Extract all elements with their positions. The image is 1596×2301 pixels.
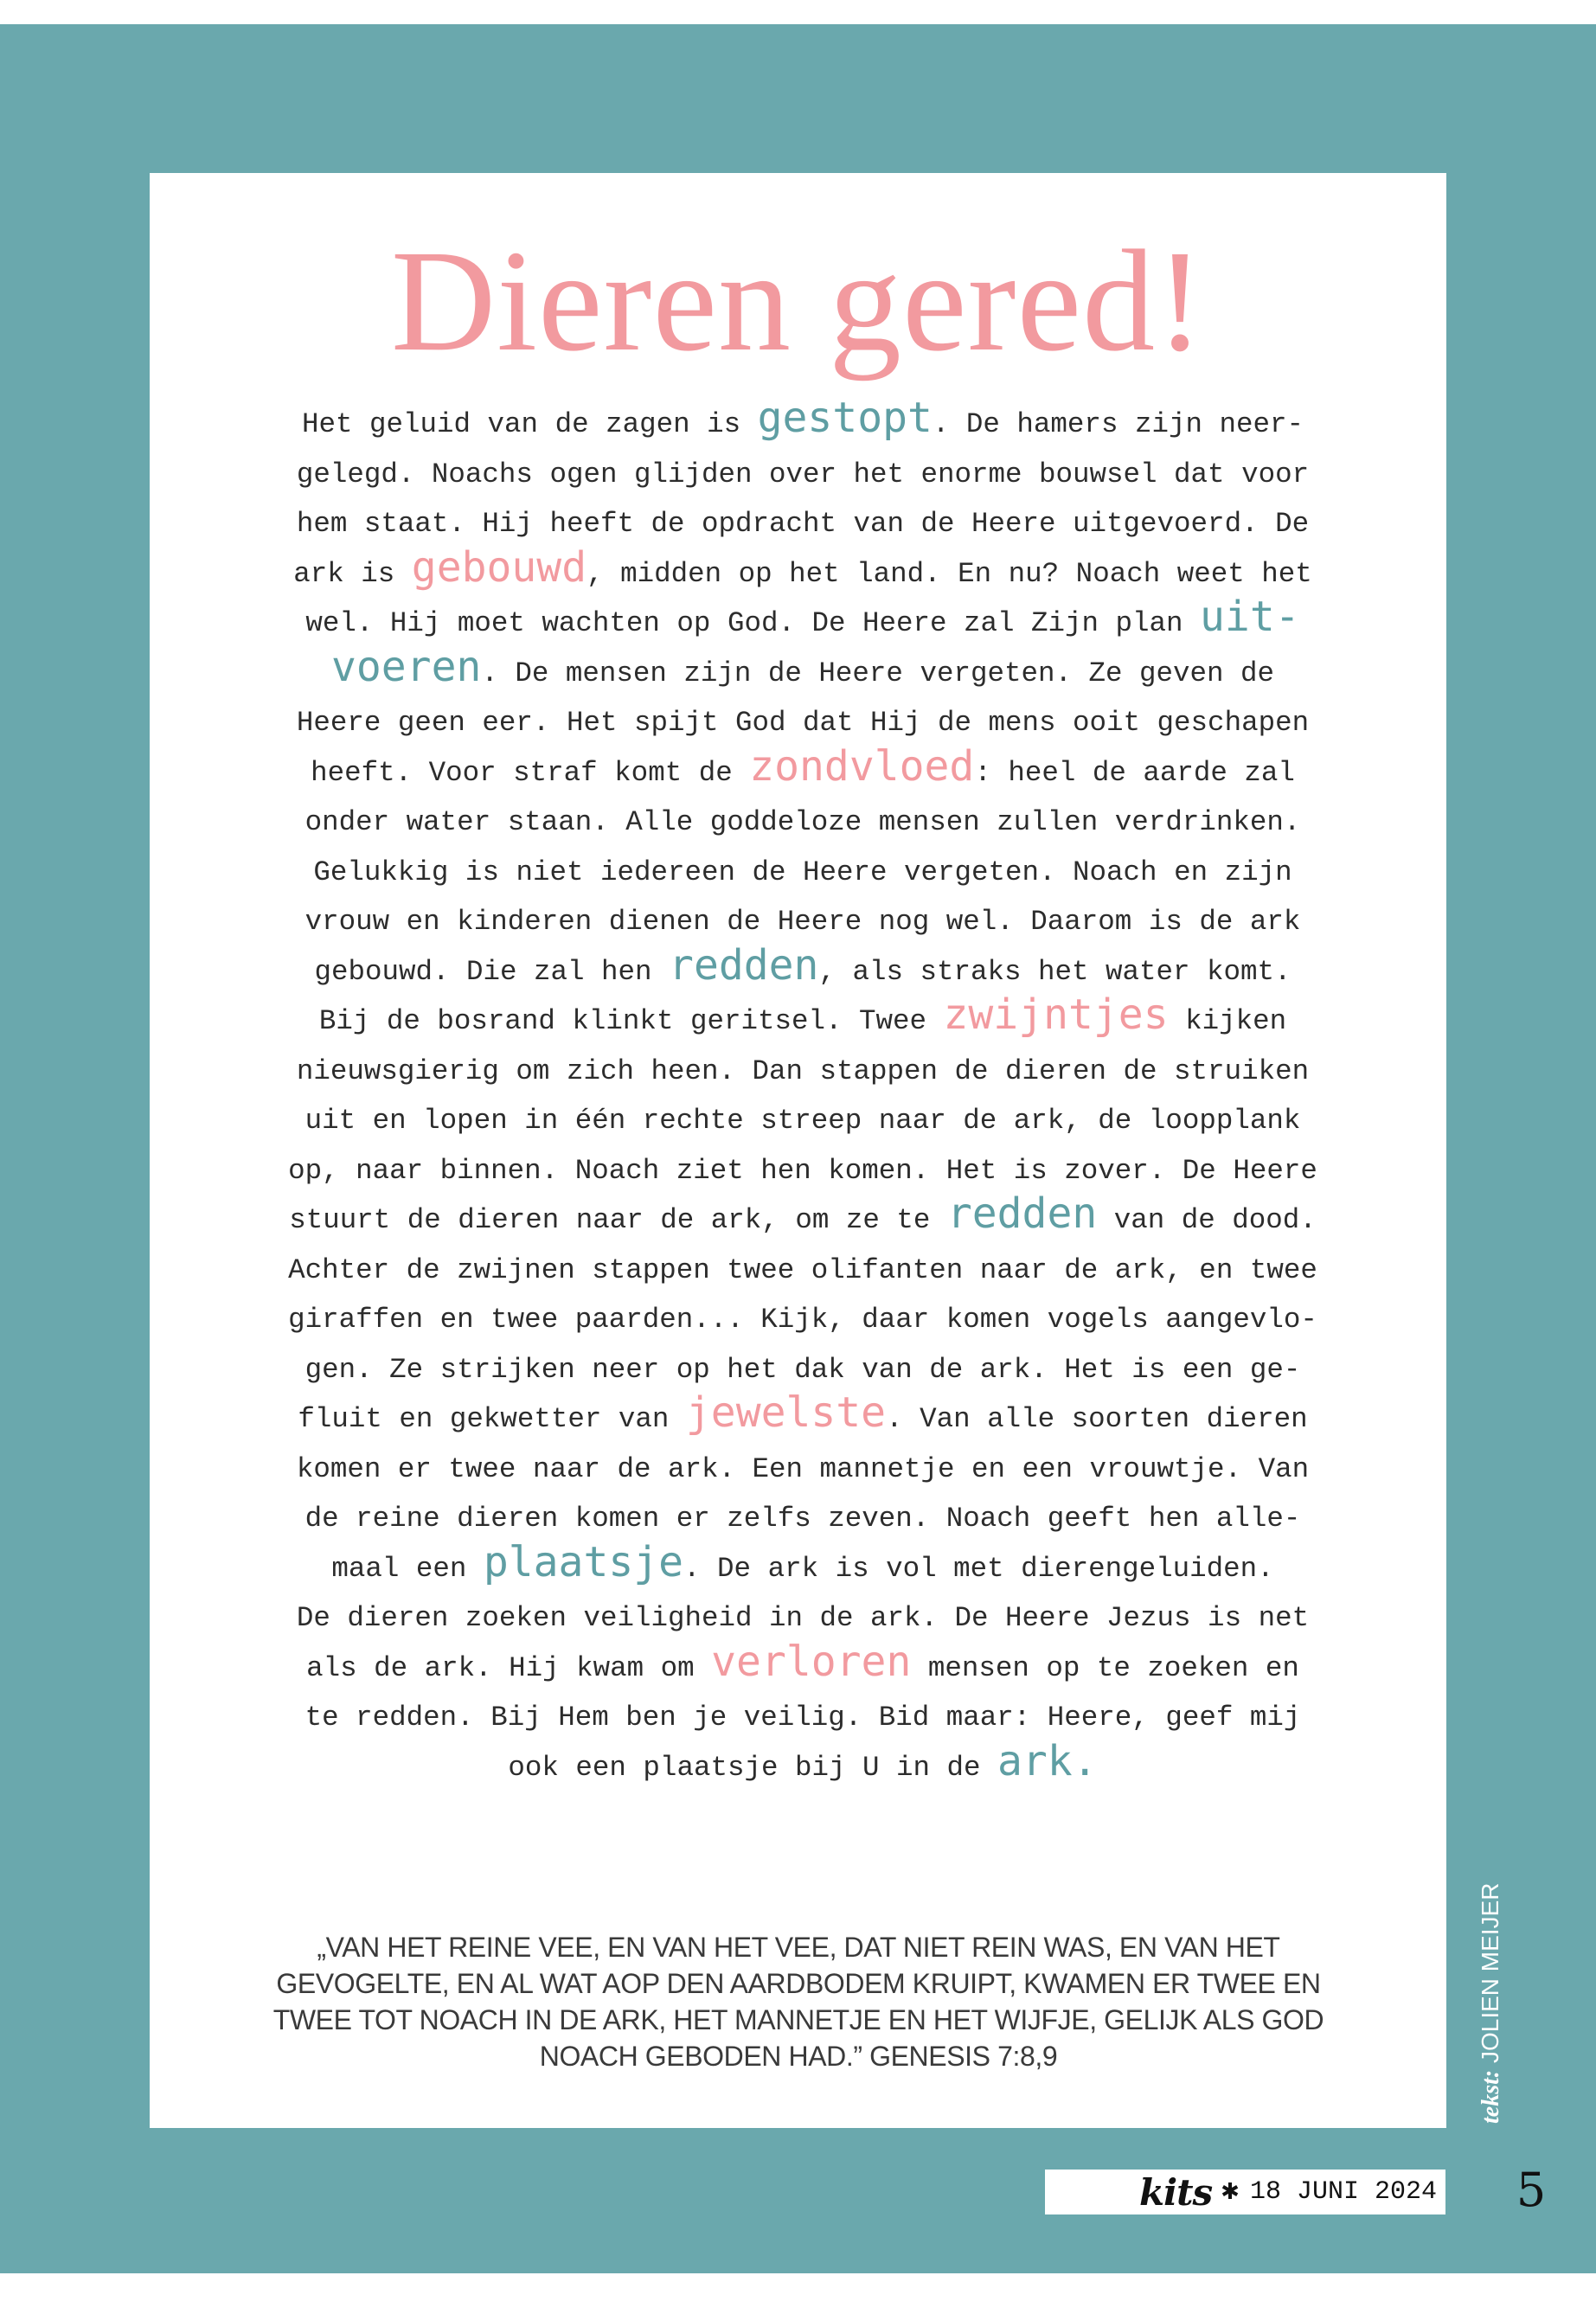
story-text: mensen op te zoeken en xyxy=(911,1651,1299,1684)
story-text: Gelukkig is niet iedereen de Heere vergeten. Noach en zijn xyxy=(313,856,1292,888)
story-text: als de ark. Hij kwam om xyxy=(306,1651,712,1684)
story-line xyxy=(245,1295,1361,1345)
story-text: . Van alle soorten dieren xyxy=(886,1403,1308,1435)
story-text: vrouw en kinderen dienen de Heere nog wel. Daarom is de ark xyxy=(304,906,1301,938)
credit-author: JOLIEN MEIJER xyxy=(1477,1882,1503,2063)
story-text: te redden. Bij Hem ben je veilig. Bid maar: Heere, geef mij xyxy=(304,1702,1301,1734)
story-text: gebouwd. Die zal hen xyxy=(314,955,670,988)
highlight-word-teal: gestopt xyxy=(757,394,933,442)
story-line xyxy=(245,593,1361,649)
story-line xyxy=(245,848,1361,898)
footer-bar xyxy=(1045,2170,1445,2214)
story-text: hem staat. Hij heeft de opdracht van de Heere uitgevoerd. De xyxy=(296,508,1310,540)
story-text: heeft. Voor straf komt de xyxy=(311,756,750,789)
story-line xyxy=(245,1096,1361,1146)
story-line xyxy=(245,940,1361,997)
story-text: nieuwsgierig om zich heen. Dan stappen de dieren de struiken xyxy=(296,1054,1310,1087)
highlight-word-teal: uit- xyxy=(1200,593,1300,641)
story-text: , midden op het land. En nu? Noach weet het xyxy=(586,557,1312,590)
story-line xyxy=(245,1494,1361,1544)
story-line xyxy=(245,450,1361,500)
story-text: Achter de zwijnen stappen twee olifanten naar de ark, en twee xyxy=(288,1253,1317,1286)
story-text: kijken xyxy=(1168,1005,1287,1037)
story-line xyxy=(245,741,1361,798)
credit-label: tekst: xyxy=(1477,2069,1504,2124)
story-text: wel. Hij moet wachten op God. De Heere zal Zijn plan xyxy=(305,607,1201,639)
story-text: . De ark is vol met dierengeluiden. xyxy=(683,1552,1274,1585)
article-body xyxy=(245,394,1361,1792)
story-text: ark is xyxy=(293,557,412,590)
story-text: Het geluid van de zagen is xyxy=(302,408,758,440)
story-text: fluit en gekwetter van xyxy=(298,1403,686,1435)
story-line xyxy=(245,1445,1361,1495)
highlight-word-teal: plaatsje xyxy=(483,1537,684,1586)
story-text: komen er twee naar de ark. Een mannetje en een vrouwtje. Van xyxy=(296,1452,1310,1485)
story-line xyxy=(245,1345,1361,1395)
highlight-word-pink: zondvloed xyxy=(749,741,975,791)
story-line xyxy=(245,1537,1361,1594)
article-panel xyxy=(150,173,1446,2128)
story-text: ook een plaatsje bij U in de xyxy=(508,1751,997,1784)
story-text: De dieren zoeken veiligheid in de ark. De Heere Jezus is net xyxy=(296,1602,1310,1634)
story-text: gen. Ze strijken neer op het dak van de ark. Het is een ge- xyxy=(304,1353,1301,1386)
story-text: stuurt de dieren naar de ark, om ze te xyxy=(289,1204,947,1236)
story-line xyxy=(245,1388,1361,1445)
story-text: Heere geen eer. Het spijt God dat Hij de mens ooit geschapen xyxy=(296,707,1310,739)
magazine-logo: kits xyxy=(1139,2170,1213,2214)
story-line xyxy=(245,698,1361,748)
bible-verse-quote: „VAN HET REINE VEE, EN VAN HET VEE, DAT NIET REIN WAS, EN VAN HET GEVOGELTE, EN AL WAT AOP DEN AARDBODEM KRUIPT, KWAMEN ER TWEE EN TWEE TOT NOACH IN DE ARK, HET MANNETJE EN HET WIJFJE, GELIJK ALS GOD NOACH GEBODEN HAD.” GENESIS 7:8,9 xyxy=(272,1932,1324,2072)
story-line xyxy=(245,1736,1361,1793)
page-number: 5 xyxy=(1516,2163,1547,2217)
article-title: Dieren gered! xyxy=(390,221,1206,381)
issue-date: 18 JUNI 2024 xyxy=(1249,2177,1437,2207)
story-line xyxy=(245,1189,1361,1246)
story-text: uit en lopen in één rechte streep naar de ark, de loopplank xyxy=(304,1105,1301,1137)
story-line xyxy=(245,642,1361,699)
highlight-word-teal: voeren xyxy=(330,642,482,691)
story-line xyxy=(245,1693,1361,1743)
story-line xyxy=(245,1593,1361,1644)
story-text: van de dood. xyxy=(1097,1204,1317,1236)
story-line xyxy=(245,394,1361,450)
highlight-word-pink: jewelste xyxy=(685,1388,887,1437)
story-text: gelegd. Noachs ogen glijden over het enorme bouwsel dat voor xyxy=(296,458,1310,490)
story-text: op, naar binnen. Noach ziet hen komen. Het is zover. De Heere xyxy=(288,1154,1317,1187)
story-text: onder water staan. Alle goddeloze mensen zullen verdrinken. xyxy=(304,806,1301,838)
highlight-word-pink: verloren xyxy=(711,1637,912,1686)
star-icon: ✱ xyxy=(1221,2179,1240,2205)
story-line xyxy=(245,499,1361,549)
highlight-word-pink: gebouwd xyxy=(411,542,587,592)
story-line xyxy=(245,990,1361,1047)
story-text: . De hamers zijn neer- xyxy=(932,408,1304,440)
story-line xyxy=(245,1047,1361,1097)
story-text: , als straks het water komt. xyxy=(818,955,1292,988)
story-text: giraffen en twee paarden... Kijk, daar komen vogels aangevlo- xyxy=(288,1304,1317,1336)
story-text: de reine dieren komen er zelfs zeven. Noach geeft hen alle- xyxy=(304,1503,1301,1535)
story-line xyxy=(245,542,1361,599)
story-text: . De mensen zijn de Heere vergeten. Ze geven de xyxy=(481,657,1275,689)
story-line xyxy=(245,1637,1361,1694)
highlight-word-teal: redden xyxy=(669,940,819,990)
story-line xyxy=(245,897,1361,947)
story-text: maal een xyxy=(331,1552,484,1585)
highlight-word-teal: redden xyxy=(946,1189,1098,1238)
story-text: : heel de aarde zal xyxy=(974,756,1295,789)
highlight-word-pink: zwijntjes xyxy=(943,990,1169,1039)
story-line xyxy=(245,1246,1361,1296)
story-line xyxy=(245,1146,1361,1196)
highlight-word-teal: ark. xyxy=(997,1736,1098,1785)
story-text: Bij de bosrand klinkt geritsel. Twee xyxy=(318,1005,944,1037)
author-credit xyxy=(1477,1883,1505,2124)
story-line xyxy=(245,798,1361,848)
